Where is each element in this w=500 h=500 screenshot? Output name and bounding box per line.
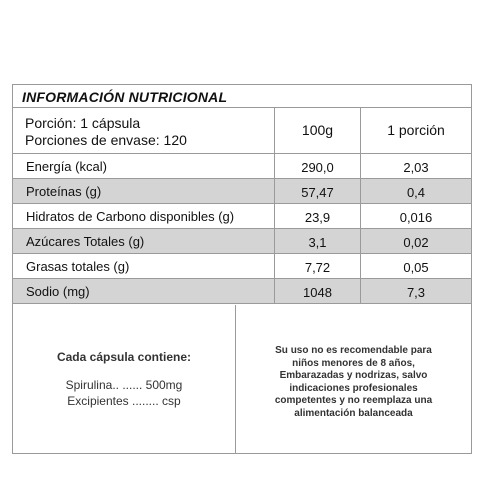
column-divider: [360, 108, 361, 304]
column-divider: [274, 108, 275, 304]
column-header-100g: 100g: [301, 122, 334, 138]
nutrient-row-fats: [13, 254, 471, 279]
nutrient-value-portion: 2,03: [403, 160, 429, 175]
warning-line: Embarazadas y nodrizas, salvo: [279, 370, 428, 381]
nutrient-value-portion: 0,02: [403, 235, 429, 250]
nutrient-value-portion: 0,4: [406, 185, 426, 200]
warning-line: niños menores de 8 años,: [292, 357, 415, 369]
nutrition-label: [12, 84, 472, 454]
nutrient-value-portion: 7,3: [406, 285, 426, 300]
portion-size: Porción: 1 cápsula: [25, 115, 141, 131]
usage-warning: [236, 345, 471, 420]
capsule-contents: [13, 305, 235, 453]
header-row: [13, 108, 471, 154]
nutrient-value-100g: 57,47: [301, 185, 334, 200]
nutrient-value-100g: 23,9: [304, 210, 331, 225]
nutrient-value-100g: 7,72: [304, 260, 331, 275]
nutrient-name: Grasas totales (g): [26, 259, 130, 274]
nutrient-value-portion: 0,05: [403, 260, 429, 275]
nutrient-row-energy: [13, 154, 471, 179]
nutrient-name: Azúcares Totales (g): [26, 234, 145, 249]
portions-per-container: Porciones de envase: 120: [25, 132, 187, 148]
nutrient-row-sugars: [13, 229, 471, 254]
nutrient-row-carbohydrates: [13, 204, 471, 229]
nutrient-name: Hidratos de Carbono disponibles (g): [26, 209, 235, 224]
capsule-ingredient-excipients: Excipientes ........ csp: [67, 394, 181, 408]
nutrient-value-100g: 1048: [303, 285, 332, 300]
footer-section: [13, 305, 471, 453]
capsule-ingredient-spirulina: Spirulina.. ...... 500mg: [65, 378, 183, 392]
warning-line: alimentación balanceada: [294, 407, 413, 419]
warning-line: Su uso no es recomendable para: [275, 345, 432, 356]
nutrient-row-sodium: [13, 279, 471, 304]
nutrient-value-100g: 3,1: [308, 235, 327, 250]
nutrient-value-100g: 290,0: [301, 160, 334, 175]
warning-line: indicaciones profesionales: [289, 382, 418, 394]
nutrient-row-protein: [13, 179, 471, 204]
column-header-portion: 1 porción: [387, 122, 445, 138]
nutrient-value-portion: 0,016: [399, 210, 433, 225]
title-row: [13, 85, 471, 108]
warning-line: competentes y no reemplaza una: [274, 395, 433, 406]
capsule-contents-title: Cada cápsula contiene:: [56, 350, 192, 364]
label-title: INFORMACIÓN NUTRICIONAL: [22, 89, 228, 105]
nutrient-name: Energía (kcal): [26, 159, 107, 174]
nutrient-name: Sodio (mg): [26, 284, 90, 299]
nutrient-name: Proteínas (g): [26, 184, 102, 199]
